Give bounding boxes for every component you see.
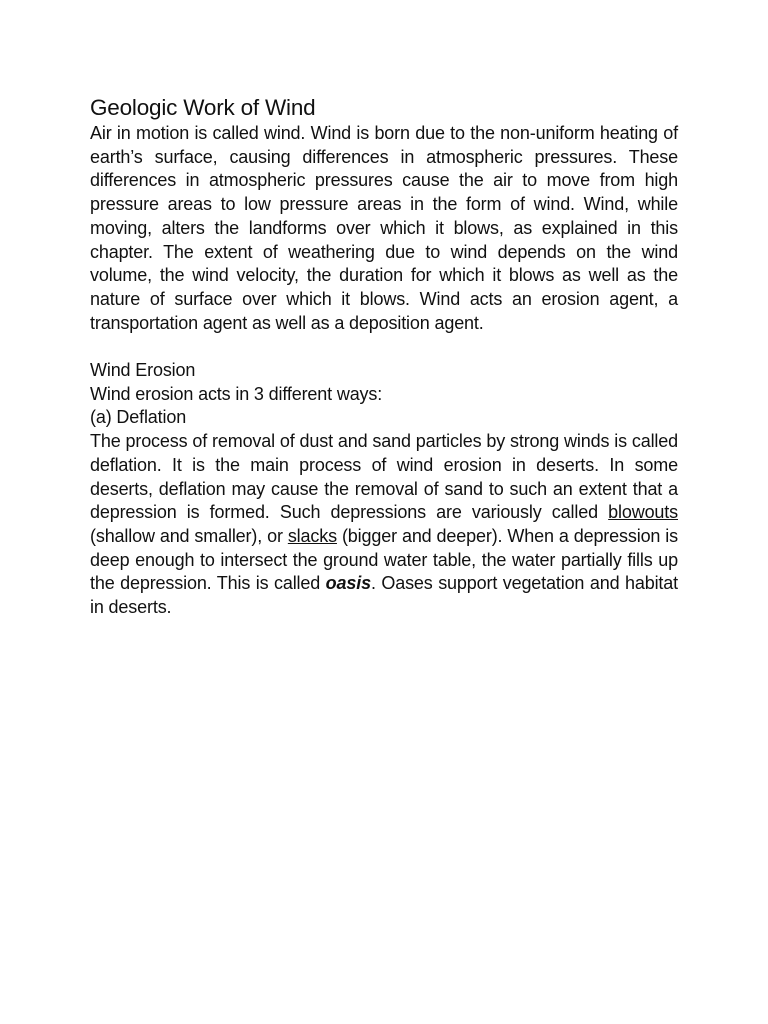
- wind-erosion-heading: Wind Erosion: [90, 360, 196, 381]
- deflation-text-4: . Oases support vegetation and habitat in deserts.: [90, 573, 678, 618]
- wind-erosion-intro: Wind erosion acts in 3 different ways:: [90, 383, 383, 404]
- deflation-text-2: (shallow and smaller), or: [90, 525, 288, 546]
- deflation-paragraph: [90, 430, 678, 620]
- deflation-text-1: The process of removal of dust and sand particles by strong winds is called deflation. It is the main process of wind erosion in deserts. In some deserts, deflation may cause the removal of sand to such an extent that a depression is formed. Such depressions are variously called: [90, 431, 678, 523]
- paragraph-gap: [90, 335, 678, 359]
- intro-paragraph: Air in motion is called wind. Wind is born due to the non-uniform heating of earth’s surface, causing differences in atmospheric pressures. These differences in atmospheric pressures cause the air to move from high pressure areas to low pressure areas in the form of wind. Wind, while moving, alters the landforms over which it blows, as explained in this chapter. The extent of weathering due to wind depends on the wind volume, the wind velocity, the duration for which it blows as well as the nature of surface over which it blows. Wind acts an erosion agent, a transportation agent as well as a deposition agent.: [90, 123, 678, 333]
- document-title: Geologic Work of Wind: [90, 95, 316, 120]
- deflation-heading: (a) Deflation: [90, 407, 187, 428]
- term-slacks: slacks: [287, 525, 337, 546]
- deflation-text-3: (bigger and deeper). When a depression is deep enough to intersect the ground water table, the water partially fills up the depression. This is called: [90, 525, 678, 594]
- term-oasis: oasis: [325, 573, 371, 594]
- document-page: [90, 94, 678, 620]
- term-blowouts: blowouts: [608, 502, 678, 523]
